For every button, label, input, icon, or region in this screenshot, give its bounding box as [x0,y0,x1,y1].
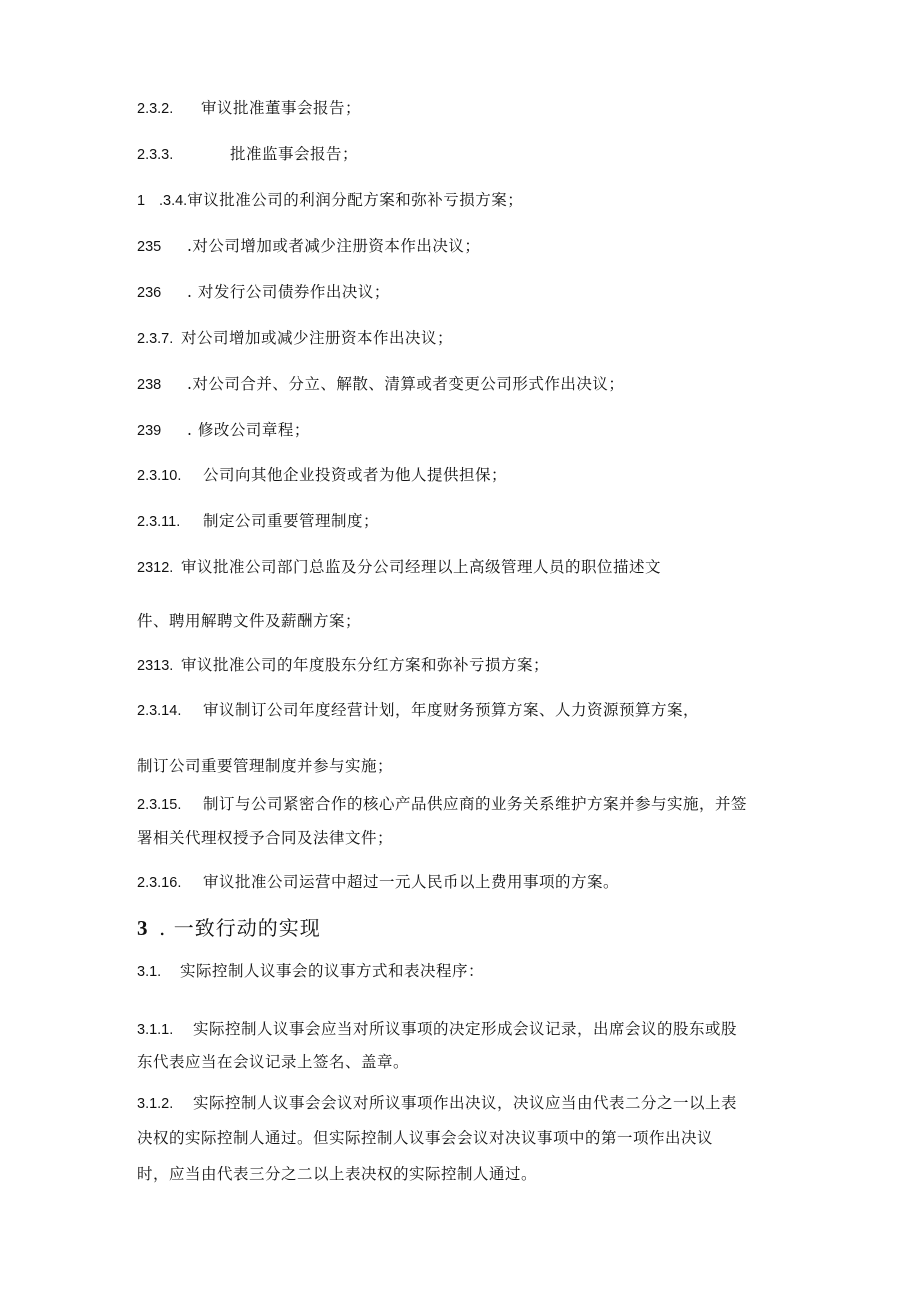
clause-2-3-16 [137,872,619,893]
clause-2-3-9 [137,420,310,441]
clause-text: 时，应当由代表三分之二以上表决权的实际控制人通过。 [137,1165,538,1183]
clause-number: 2.3.14. [137,703,182,719]
clause-text: 审议批准公司部门总监及分公司经理以上高级管理人员的职位描述文 [181,558,662,576]
clause-3-1-1 [137,1019,737,1040]
clause-text: . 对发行公司债券作出决议； [187,283,390,301]
clause-number: 2.3.16. [137,875,182,891]
clause-2-3-12 [137,557,661,578]
section-3-heading [137,915,321,941]
clause-number: 2.3.7. [137,331,174,347]
clause-2-3-6 [137,282,390,303]
clause-text: 实际控制人议事会应当对所议事项的决定形成会议记录，出席会议的股东或股 [193,1020,738,1038]
clause-text: 审议批准公司运营中超过一元人民币以上费用事项的方案。 [203,873,620,891]
clause-number: 238 [137,377,162,393]
clause-2-3-11 [137,511,379,532]
clause-text: 批准监事会报告； [230,145,359,163]
clause-number: 3.1. [137,964,162,980]
clause-2-3-14 [137,700,699,721]
clause-2-3-12-continuation [137,611,361,631]
clause-text: . 修改公司章程； [187,421,310,439]
clause-text: 制定公司重要管理制度； [203,512,380,530]
clause-number-suffix: .3.4. [159,193,188,209]
clause-text: 决权的实际控制人通过。但实际控制人议事会会议对决议事项中的第一项作出决议 [137,1129,714,1147]
clause-text: 制订与公司紧密合作的核心产品供应商的业务关系维护方案并参与实施，并签 [203,795,748,813]
clause-text: 东代表应当在会议记录上签名、盖章。 [137,1053,410,1071]
clause-text: .对公司增加或者减少注册资本作出决议； [187,237,481,255]
clause-number: 2.3.3. [137,147,174,163]
clause-2-3-3 [137,144,358,165]
clause-text: 制订公司重要管理制度并参与实施； [137,757,394,775]
clause-2-3-2 [137,98,361,119]
section-number: 3 [137,916,148,940]
clause-number: 2313. [137,658,174,674]
clause-text: 审议批准公司的年度股东分红方案和弥补亏损方案； [181,656,550,674]
clause-2-3-7 [137,328,453,349]
clause-text: 公司向其他企业投资或者为他人提供担保； [203,466,508,484]
clause-2-3-14-continuation [137,756,393,776]
clause-2-3-15 [137,794,747,815]
clause-number: 2.3.10. [137,468,182,484]
clause-text: 审议批准董事会报告； [201,99,362,117]
clause-3-1-1-continuation [137,1052,409,1072]
clause-number: 1 [137,193,146,209]
clause-text: 对公司增加或减少注册资本作出决议； [181,329,454,347]
clause-number: 2.3.2. [137,101,174,117]
clause-text: 件、聘用解聘文件及薪酬方案； [137,612,362,630]
clause-number: 2.3.11. [137,514,181,530]
clause-3-1-2-continuation-2 [137,1164,537,1184]
section-title: . 一致行动的实现 [159,916,321,940]
clause-2-3-15-continuation [137,828,393,848]
clause-2-3-13 [137,655,549,676]
clause-text: 实际控制人议事会会议对所议事项作出决议，决议应当由代表二分之一以上表 [193,1094,738,1112]
clause-number: 236 [137,285,162,301]
clause-number: 3.1.2. [137,1096,174,1112]
clause-number: 2.3.15. [137,797,182,813]
clause-2-3-4 [137,190,523,211]
clause-text: 审议制订公司年度经营计划，年度财务预算方案、人力资源预算方案， [203,701,700,719]
clause-2-3-5 [137,236,480,257]
clause-text: 实际控制人议事会的议事方式和表决程序： [180,962,485,980]
clause-text: 署相关代理权授予合同及法律文件； [137,829,394,847]
clause-number: 3.1.1. [137,1022,174,1038]
clause-number: 235 [137,239,162,255]
clause-number: 2312. [137,560,174,576]
clause-3-1-2-continuation-1 [137,1128,713,1148]
clause-3-1-2 [137,1093,737,1114]
clause-text: 审议批准公司的利润分配方案和弥补亏损方案； [187,191,524,209]
clause-2-3-10 [137,465,507,486]
clause-2-3-8 [137,374,624,395]
clause-3-1 [137,961,484,982]
clause-text: .对公司合并、分立、解散、清算或者变更公司形式作出决议； [187,375,625,393]
clause-number: 239 [137,423,162,439]
